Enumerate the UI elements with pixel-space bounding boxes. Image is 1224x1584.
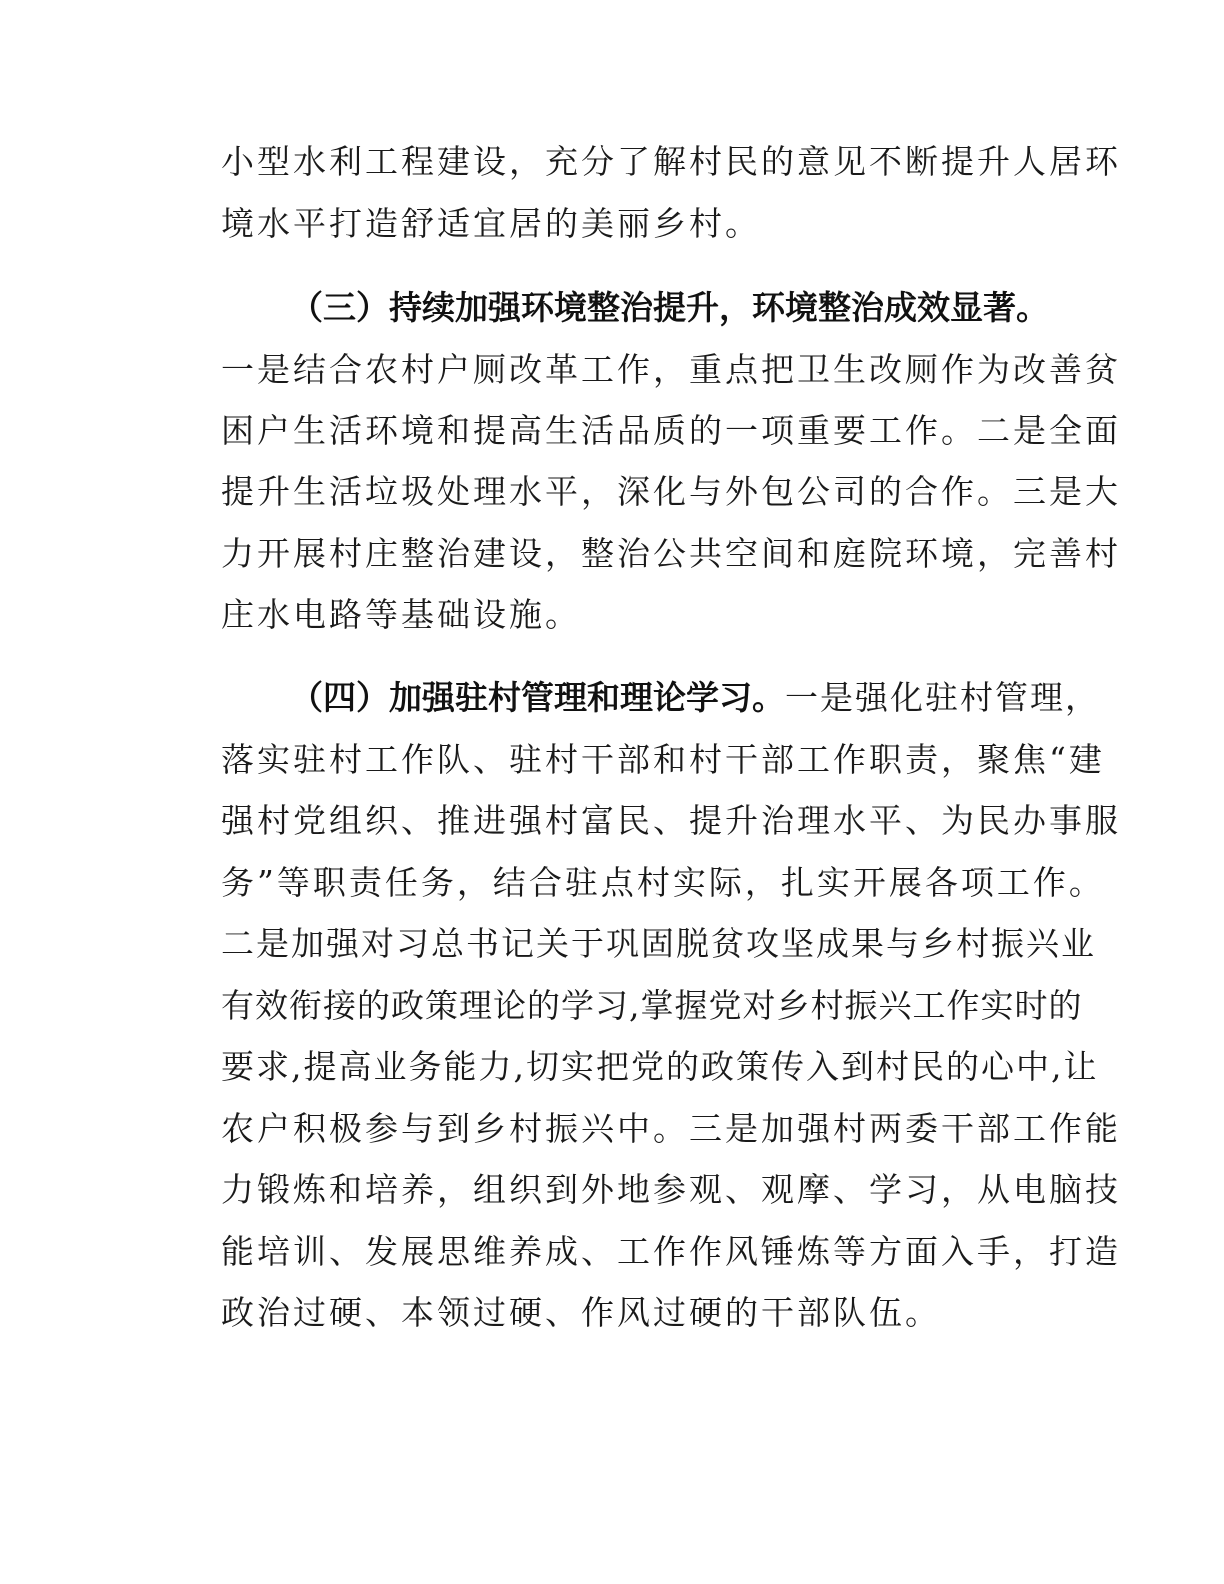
paragraph-3-line-3: 务”等职责任务，结合驻点村实际，扎实开展各项工作。 bbox=[221, 863, 1105, 902]
paragraph-3-line-9: 能培训、发展思维养成、工作作风锤炼等方面入手，打造 bbox=[221, 1232, 1121, 1271]
paragraph-3-line-10: 政治过硬、本领过硬、作风过硬的干部队伍。 bbox=[221, 1293, 941, 1332]
paragraph-3-line-6: 要求,提高业务能力,切实把党的政策传入到村民的心中,让 bbox=[221, 1047, 1099, 1086]
paragraph-3-line-7: 农户积极参与到乡村振兴中。三是加强村两委干部工作能 bbox=[221, 1109, 1121, 1148]
section-4-heading: （四）加强驻村管理和理论学习。 bbox=[290, 678, 785, 717]
paragraph-3-line-1: 落实驻村工作队、驻村干部和村干部工作职责，聚焦“建 bbox=[221, 740, 1105, 779]
paragraph-3-line-5: 有效衔接的政策理论的学习,掌握党对乡村振兴工作实时的 bbox=[221, 986, 1083, 1025]
paragraph-3-line-2: 强村党组织、推进强村富民、提升治理水平、为民办事服 bbox=[221, 801, 1121, 840]
section-3-heading: （三）持续加强环境整治提升，环境整治成效显著。 bbox=[290, 288, 1049, 327]
paragraph-1-line-1: 小型水利工程建设，充分了解村民的意见不断提升人居环 bbox=[221, 142, 1121, 181]
paragraph-2-line-5: 庄水电路等基础设施。 bbox=[221, 595, 581, 634]
paragraph-2-line-4: 力开展村庄整治建设，整治公共空间和庭院环境，完善村 bbox=[221, 534, 1121, 573]
paragraph-3-line-4: 二是加强对习总书记关于巩固脱贫攻坚成果与乡村振兴业 bbox=[221, 924, 1096, 963]
paragraph-2-line-2: 困户生活环境和提高生活品质的一项重要工作。二是全面 bbox=[221, 411, 1121, 450]
section-4-heading-line bbox=[290, 676, 1100, 720]
section-4-heading-tail: 一是强化驻村管理， bbox=[785, 678, 1100, 717]
paragraph-1-line-2: 境水平打造舒适宜居的美丽乡村。 bbox=[221, 204, 761, 243]
paragraph-2-line-1: 一是结合农村户厕改革工作，重点把卫生改厕作为改善贫 bbox=[221, 350, 1121, 389]
paragraph-3-line-8: 力锻炼和培养，组织到外地参观、观摩、学习，从电脑技 bbox=[221, 1170, 1121, 1209]
paragraph-2-line-3: 提升生活垃圾处理水平，深化与外包公司的合作。三是大 bbox=[221, 472, 1121, 511]
